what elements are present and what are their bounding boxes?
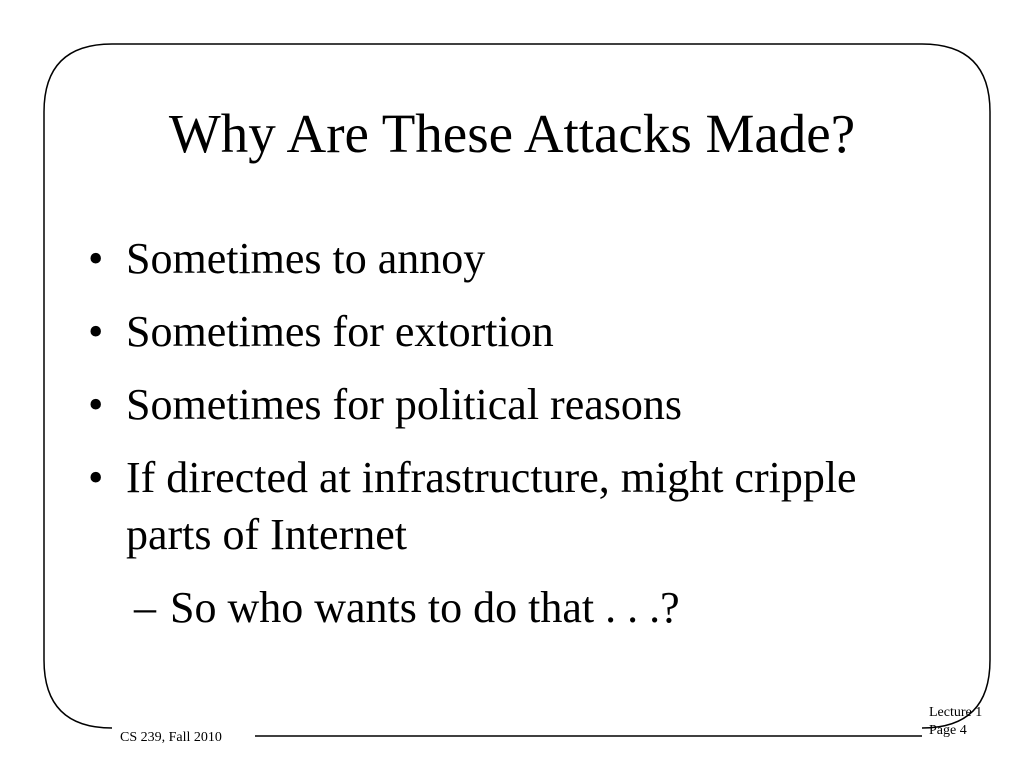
bullet-text: Sometimes for extortion <box>126 307 554 356</box>
footer-lecture-info <box>929 704 982 740</box>
footer-page: Page 4 <box>929 723 967 738</box>
footer-lecture: Lecture 1 <box>929 705 983 720</box>
bullet-marker: • <box>88 380 104 429</box>
bullet-marker: • <box>88 307 104 356</box>
sub-bullet-text: So who wants to do that . . .? <box>170 583 680 632</box>
bullet-item <box>82 376 882 433</box>
footer-course: CS 239, Fall 2010 <box>120 730 222 745</box>
bullet-marker: • <box>88 234 104 283</box>
sub-bullet-item <box>82 579 882 636</box>
slide-title: Why Are These Attacks Made? <box>168 103 856 164</box>
bullet-marker: • <box>88 453 104 502</box>
bullet-text: Sometimes to annoy <box>126 234 486 283</box>
sub-bullet-marker: – <box>134 583 156 632</box>
bullet-item <box>82 230 882 287</box>
bullet-item <box>82 449 882 563</box>
bullet-list <box>82 230 882 636</box>
bullet-text: If directed at infrastructure, might cripple parts of Internet <box>126 453 857 559</box>
bullet-text: Sometimes for political reasons <box>126 380 682 429</box>
bullet-item <box>82 303 882 360</box>
